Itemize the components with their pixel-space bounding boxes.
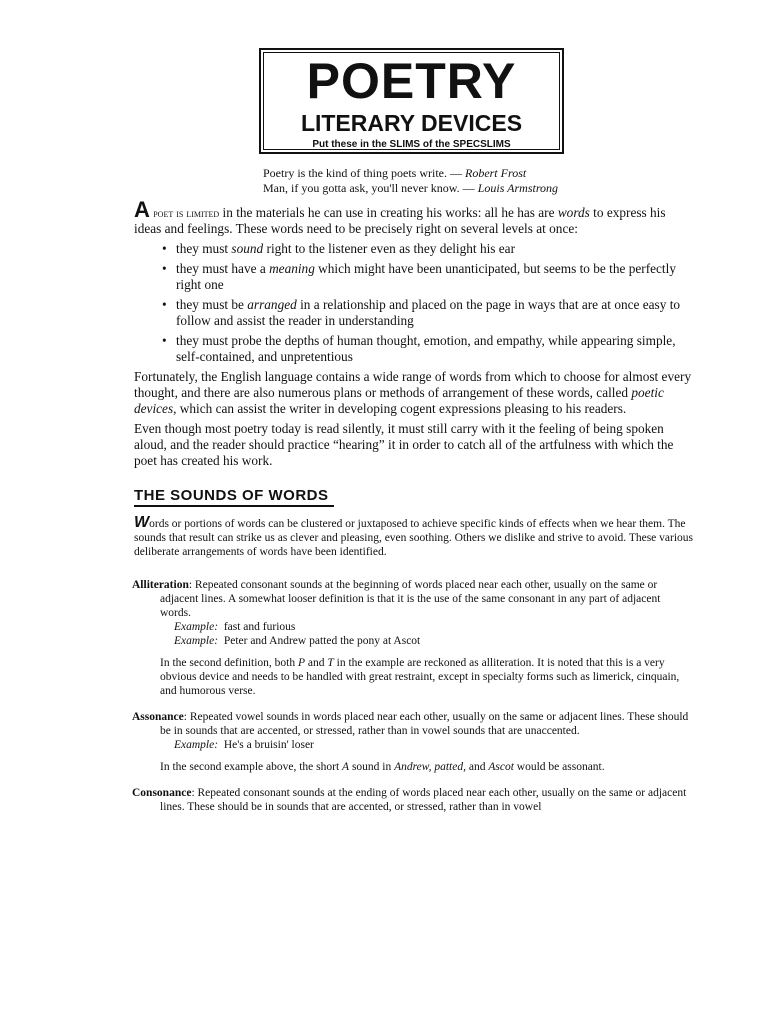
- term: Consonance: [132, 787, 192, 799]
- list-item: • they must be arranged in a relationship and placed on the page in ways that are at once easy to follow and assist the reader in understanding: [134, 297, 694, 329]
- note: In the second example above, the short A sound in Andrew, patted, and Ascot would be assonant.: [160, 761, 605, 773]
- epigraphs: [263, 166, 558, 196]
- definition-consonance: Consonance: Repeated consonant sounds at the ending of words placed near each other, usually on the same or adjacent lines. These should be in sounds that are accented, or stressed, rather than in vowel: [132, 787, 687, 813]
- definition-assonance: Assonance: Repeated vowel sounds in words placed near each other, usually on the same or adjacent lines. These should be in sounds that are accented, or stressed, rather than in vowel sounds that are unaccented. Example: He's a bruisin' loser In the second example above, the short A sound in Andrew, patted, and Ascot would be assonant.: [132, 710, 692, 774]
- list-item: • they must sound right to the listener even as they delight his ear: [134, 241, 694, 257]
- title-note: Put these in the SLIMS of the SPECSLIMS: [312, 139, 511, 150]
- list-item: • they must have a meaning which might have been unanticipated, but seems to be the perfectly right one: [134, 261, 694, 293]
- title-box: [259, 48, 564, 154]
- page-subtitle: LITERARY DEVICES: [300, 110, 523, 136]
- definitions: [132, 578, 692, 820]
- drop-cap: W: [134, 514, 150, 531]
- example: Example: fast and furious: [174, 621, 296, 633]
- drop-cap: A: [134, 197, 150, 222]
- term: Assonance: [132, 711, 184, 723]
- intro-paragraph-3: Even though most poetry today is read silently, it must still carry with it the feeling of being spoken aloud, and the reader should practice “hearing” it in order to catch all of the artfulness with which the poet has created his work.: [134, 421, 674, 468]
- page-title: POETRY: [306, 53, 517, 109]
- note: In the second definition, both P and T in the example are reckoned as alliteration. It is noted that this is a very obvious device and needs to be handled with great restraint, except in specialty forms such as limerick, cinquain, and humorous verse.: [160, 657, 680, 697]
- intro-paragraph-2: Fortunately, the English language contains a wide range of words from which to choose for almost every thought, and there are also numerous plans or methods of arrangement of these words, called poetic devices, which can assist the writer in developing cogent expressions pleasing to his readers.: [134, 369, 692, 416]
- definition-alliteration: Alliteration: Repeated consonant sounds at the beginning of words placed near each other, usually on the same or adjacent lines. A somewhat looser definition is that it is the use of the same consonant in any part of adjacent words. Example: fast and furious Example: Peter and Andrew patted the pony at Ascot In the second definition, both P and T in the example are reckoned as alliteration. It is noted that this is a very obvious device and needs to be handled with great restraint, except in specialty forms such as limerick, cinquain, and humorous verse.: [132, 578, 692, 698]
- example: Example: He's a bruisin' loser: [174, 739, 314, 751]
- requirements-list: [134, 241, 694, 365]
- term: Alliteration: [132, 579, 189, 591]
- quote-frost: Poetry is the kind of thing poets write. — Robert Frost: [263, 166, 527, 180]
- intro-paragraph-1: A poet is limited in the materials he can use in creating his works: all he has are words to express his ideas and feelings. These words need to be precisely right on several levels at once:: [134, 197, 666, 236]
- list-item: • they must probe the depths of human thought, emotion, and empathy, while appearing simple, self-contained, and unpretentious: [134, 333, 694, 365]
- sounds-intro: Words or portions of words can be clustered or juxtaposed to achieve specific kinds of effects when we hear them. The sounds that result can strike us as clever and pleasing, even soothing. Others we dislike and strive to avoid. These various deliberate arrangements of words have been identified.: [134, 514, 694, 558]
- intro-section: [134, 197, 694, 473]
- example: Example: Peter and Andrew patted the pony at Ascot: [174, 635, 421, 647]
- quote-armstrong: Man, if you gotta ask, you'll never know. — Louis Armstrong: [263, 181, 559, 195]
- section-heading: THE SOUNDS OF WORDS: [134, 487, 334, 507]
